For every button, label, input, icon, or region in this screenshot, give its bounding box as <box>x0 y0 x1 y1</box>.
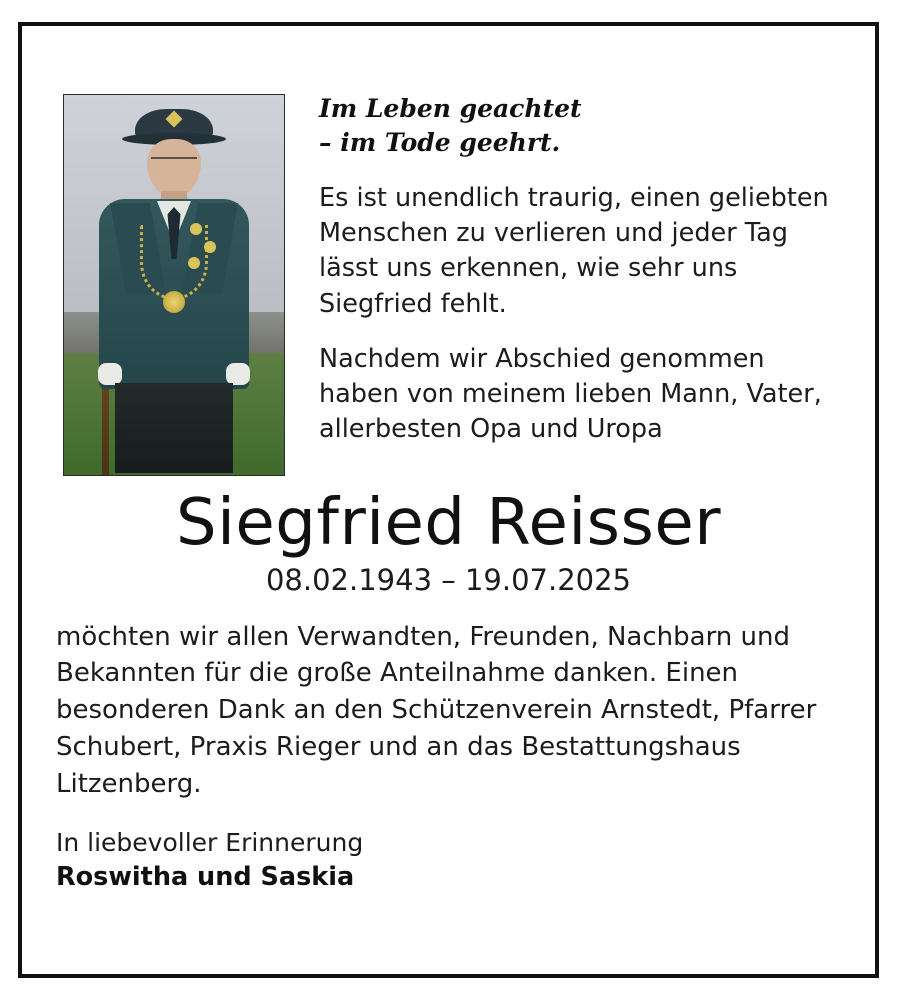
photo-trousers <box>115 383 233 473</box>
portrait-photo <box>63 94 285 476</box>
deceased-name: Siegfried Reisser <box>176 486 721 560</box>
notice-inner <box>22 26 875 974</box>
closing-line: In liebevoller Erinnerung <box>56 828 364 858</box>
paragraph-one: Es ist unendlich traurig, einen geliebten Menschen zu verlieren und jeder Tag lässt uns erkennen, wie sehr uns Siegfried fehlt. <box>319 183 829 319</box>
photo-pin-c <box>188 257 200 269</box>
photo-glasses <box>151 157 197 169</box>
verse-line-1: Im Leben geachtet <box>319 94 582 123</box>
signature-line: Roswitha und Saskia <box>56 862 355 893</box>
paragraph-three: möchten wir allen Verwandten, Freunden, Nachbarn und Bekannten für die große Anteilnahme danken. Einen besonderen Dank an den Schützenverein Arnstedt, Pfarrer Schubert, Praxis Rieger und an das Bestattungshaus Litzenberg. <box>56 621 817 800</box>
upper-text-column <box>285 54 841 447</box>
life-dates: 08.02.1943 – 19.07.2025 <box>265 562 632 597</box>
obituary-notice <box>18 22 879 978</box>
photo-pin-b <box>204 241 216 253</box>
verse-line-2: – im Tode geehrt. <box>319 127 561 157</box>
memorial-verse <box>319 92 841 159</box>
top-row <box>56 54 841 476</box>
photo-glove-right <box>226 363 250 385</box>
photo-pin-a <box>190 223 202 235</box>
paragraph-two: Nachdem wir Abschied genommen haben von meinem lieben Mann, Vater, allerbesten Opa und Uropa <box>319 343 822 445</box>
photo-glove-left <box>98 363 122 385</box>
photo-medal <box>163 291 185 313</box>
